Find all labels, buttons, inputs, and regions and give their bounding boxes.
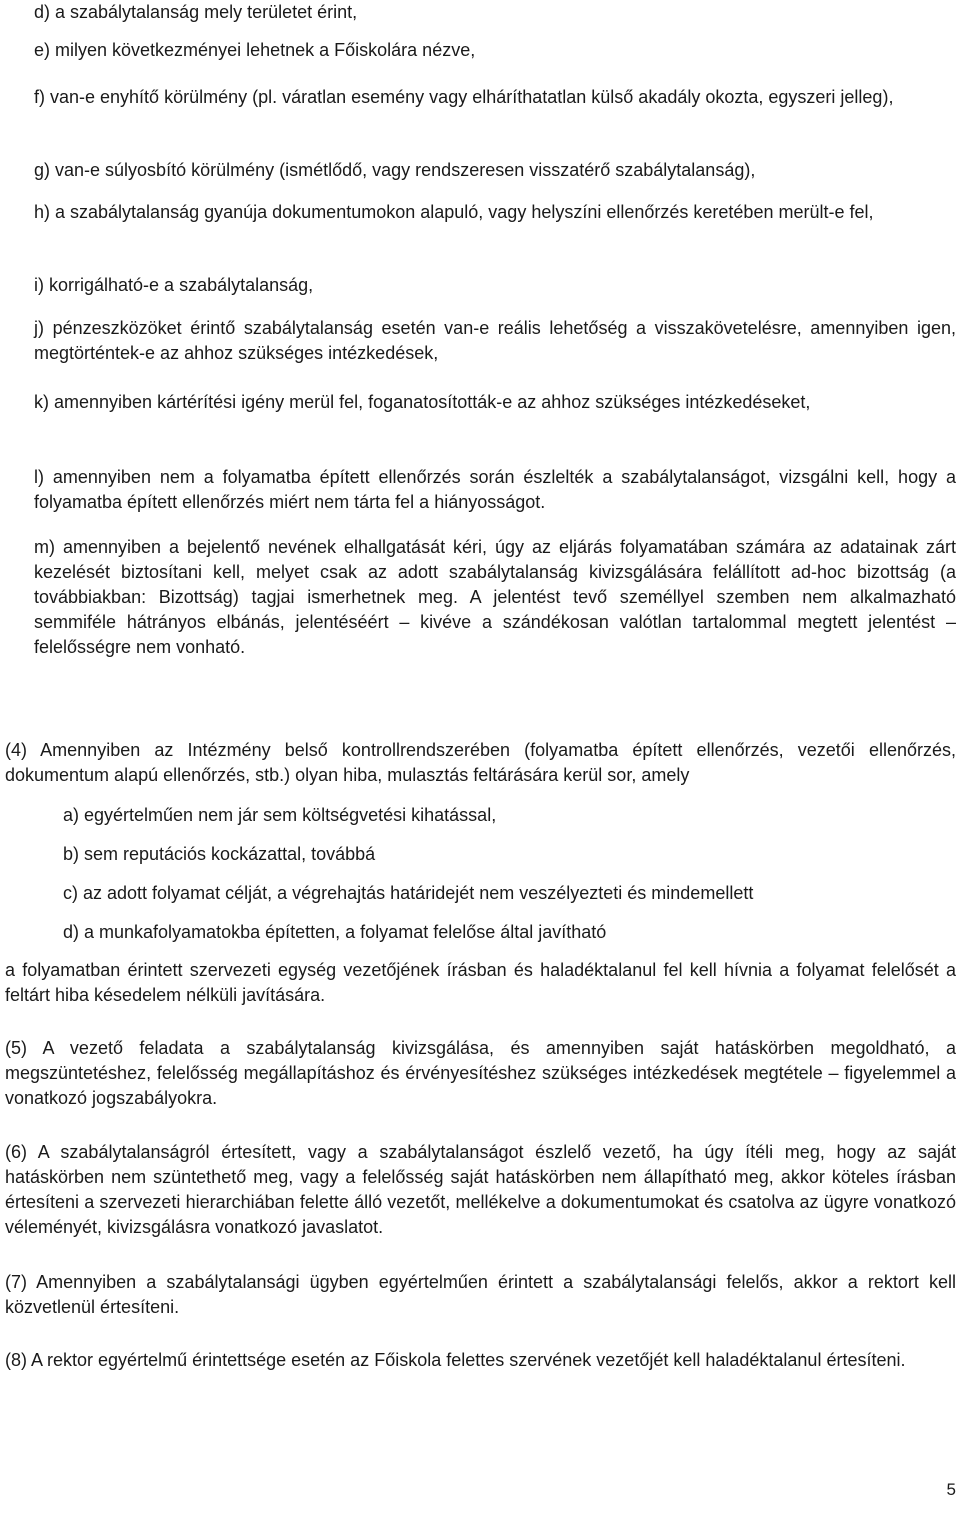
list-item-k: k) amennyiben kártérítési igény merül fel, foganatosították-e az ahhoz szükséges intézkedéseket, [34,392,811,412]
list-item-l: l) amennyiben nem a folyamatba épített ellenőrzés során észlelték a szabálytalanságot, vizsgálni kell, hogy a folyamatba épített ellenőrzés miért nem tárta fel a hiányosságot. [34,467,956,512]
list-item-h: h) a szabálytalanság gyanúja dokumentumokon alapuló, vagy helyszíni ellenőrzés keretében merült-e fel, [34,202,874,222]
list-item-d: d) a szabálytalanság mely területet érint, [34,2,358,22]
list-item-e: e) milyen következményei lehetnek a Főiskolára nézve, [34,40,476,60]
list-item-i: i) korrigálható-e a szabálytalanság, [34,275,314,295]
section-4-intro: (4) Amennyiben az Intézmény belső kontrollrendszerében (folyamatba épített ellenőrzés, vezetői ellenőrzés, dokumentum alapú ellenőrzés, stb.) olyan hiba, mulasztás feltárására kerül sor, amely [5,740,956,785]
section-4-item-d: d) a munkafolyamatokba építetten, a folyamat felelőse által javítható [63,922,607,942]
list-item-j: j) pénzeszközöket érintő szabálytalanság esetén van-e reális lehetőség a visszakövetelésre, amennyiben igen, megtörténtek-e az ahhoz szükséges intézkedések, [34,318,956,363]
list-item-g: g) van-e súlyosbító körülmény (ismétlődő, vagy rendszeresen visszatérő szabálytalanság), [34,160,756,180]
section-8: (8) A rektor egyértelmű érintettsége esetén az Főiskola felettes szervének vezetőjét kell haladéktalanul értesíteni. [5,1350,906,1370]
section-4-item-c: c) az adott folyamat célját, a végrehajtás határidejét nem veszélyezteti és mindemellett [63,883,754,903]
section-7: (7) Amennyiben a szabálytalansági ügyben egyértelműen érintett a szabálytalansági felelős, akkor a rektort kell közvetlenül értesíteni. [5,1272,956,1317]
list-item-f: f) van-e enyhítő körülmény (pl. váratlan esemény vagy elháríthatatlan külső akadály okozta, egyszeri jelleg), [34,87,894,107]
section-4-conclusion: a folyamatban érintett szervezeti egység vezetőjének írásban és haladéktalanul fel kell hívnia a folyamat felelősét a feltárt hiba késedelem nélküli javítására. [5,960,956,1005]
list-item-m: m) amennyiben a bejelentő nevének elhallgatását kéri, úgy az eljárás folyamatában számára az adatainak zárt kezelését biztosítani kell, melyet csak az adott szabálytalanság kivizsgálására felállított ad-hoc bizottság (a továbbiakban: Bizottság) tagjai ismerhetnek meg. A jelentést tevő személlyel szemben nem alkalmazható semmiféle hátrányos elbánás, jelentéséért – kivéve a szándékosan valótlan tartalommal megtett jelentést – felelősségre nem vonható. [34,537,956,657]
section-5: (5) A vezető feladata a szabálytalanság kivizsgálása, és amennyiben saját hatáskörben megoldható, a megszüntetéshez, felelősség megállapításhoz és érvényesítéshez szükséges intézkedések megtétele – figyelemmel a vonatkozó jogszabályokra. [5,1038,956,1108]
section-6: (6) A szabálytalanságról értesített, vagy a szabálytalanságot észlelő vezető, ha úgy ítéli meg, hogy az saját hatáskörben nem szüntethető meg, vagy a felelősség saját hatáskörben nem állapítható meg, akkor köteles írásban értesíteni a szervezeti hierarchiában felette álló vezetőt, mellékelve a dokumentumokat és csatolva az ügyre vonatkozó véleményét, kivizsgálásra vonatkozó javaslatot. [5,1142,956,1237]
section-4-item-a: a) egyértelműen nem jár sem költségvetési kihatással, [63,805,497,825]
page-number: 5 [946,1480,956,1499]
section-4-item-b: b) sem reputációs kockázattal, továbbá [63,844,376,864]
